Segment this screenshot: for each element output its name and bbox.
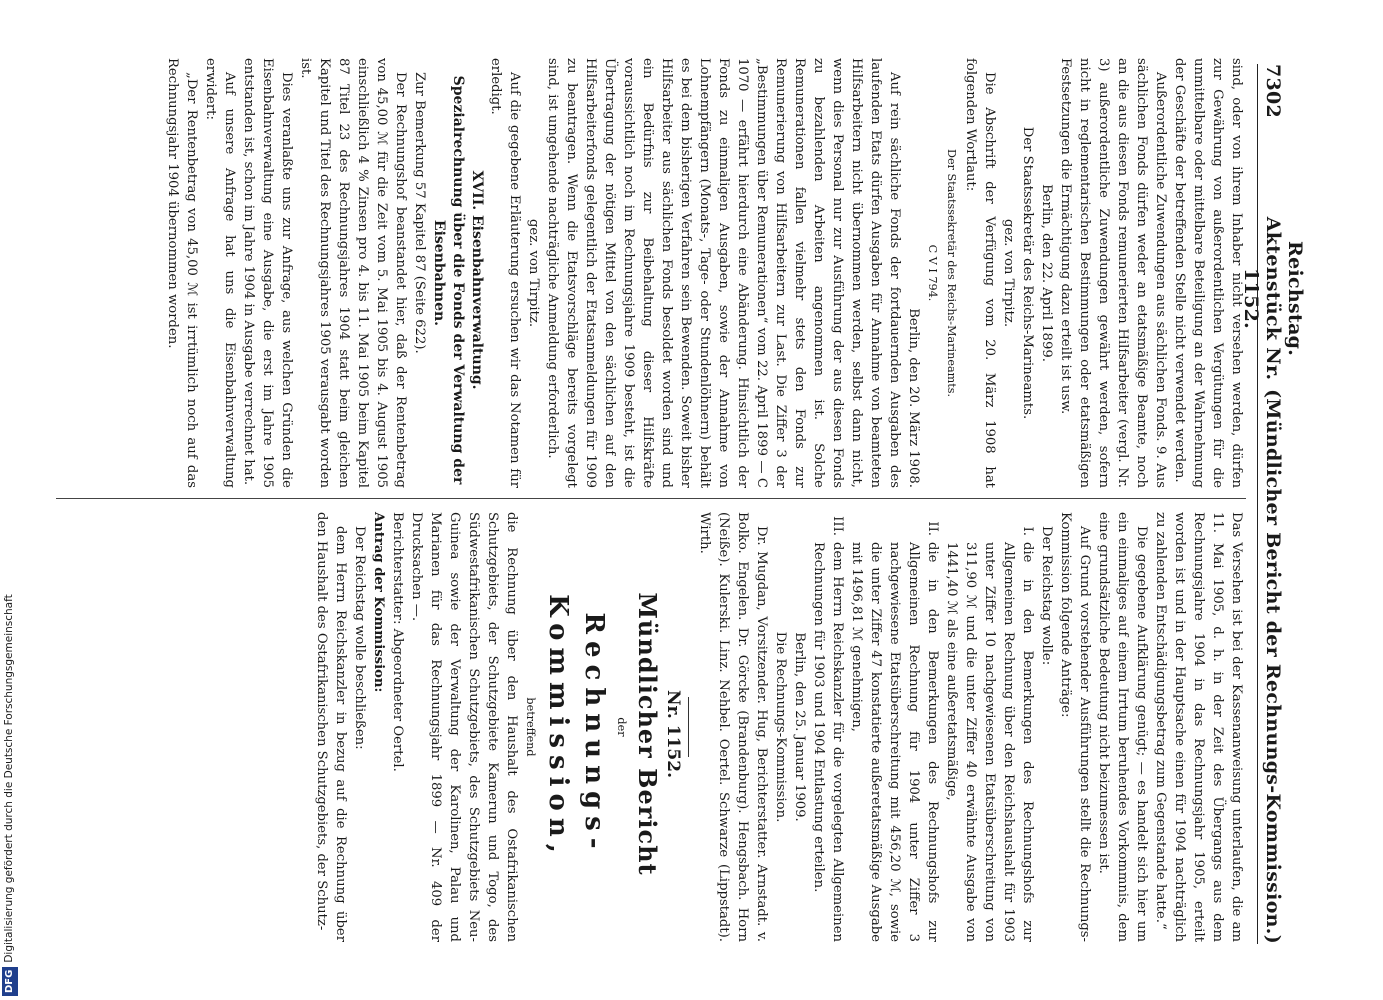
paragraph: Der Reichstag wolle: [1039, 526, 1054, 666]
motion-item [809, 512, 847, 942]
section-subtitle: Spezialrechnung über die Fonds der Verwaltung der Eisenbahnen. [431, 75, 466, 485]
paragraph: Auf rein sächliche Fonds der fortdauernden Ausgaben des laufenden Etats dürfen Ausgaben für Annahme von beamteten Hilfsarbeitern nicht übernommen werden, selbst dann nicht, wenn dies Personal nur zur Ausführung der aus diesen Fonds zu bezahlenden Arbeiten angenommen ist. Solche Remunerationen fallen vielmehr stets den Fonds zur Remunerierung von Hilfsarbeitern zur Last. Die Ziffer 3 der „Bestimmungen über Remunerationen“ vom 22. April 1899 — C 1070 — erfährt hierdurch eine Abänderung. Hinsichtlich der Fonds zu einmaligen Ausgaben, sowie der Annahme von Lohnempfängern (Monats-, Tage- oder Stundenlöhnern) behält es bei dem bisherigen Verfahren sein Bewenden. Soweit bisher Hilfsarbeiter aus sächlichen Fonds besoldet worden sind und ein Bedürfnis zur Beibehaltung dieser Hilfskräfte voraussichtlich noch im Rechnungsjahre 1909 besteht, ist die Übertragung der nötigen Mittel von den sächlichen auf den Hilfsarbeiterfonds gelegentlich der Etatsanmeldungen für 1909 zu beantragen. Wenn die Etatsvorschläge bereits vorgelegt sind, ist umgehende nachträgliche Anmeldung erforderlich. [545, 58, 902, 488]
subject-text: die Rechnung über den Haushalt des Ostafrikanischen Schutzgebiets, der Schutzgebiete Kamerun und Togo, des Südwestafrikanischen Schutzgebiets, des Schutzgebiets Neu-Guinea sowie der Verwaltung der Karolinen, Palau und Marianen für das Rechnungsjahr 1899 — Nr. 409 der Drucksachen —. [409, 512, 519, 942]
place-date: Berlin, den 22. April 1899. [1039, 184, 1054, 362]
commission-name: Die Rechnungs-Kommission. [773, 631, 788, 823]
item-text: dem Herrn Reichskanzler für die vorgelegten Allgemeinen Rechnungen für 1903 und 1904 Entlastung erteilen. [811, 542, 845, 942]
paragraph: Auf Grund vorstehender Ausführungen stellt die Rechnungs-Kommission folgende Anträge: [1058, 512, 1092, 942]
right-column [312, 512, 1246, 942]
section-title: Eisenbahnverwaltung. [469, 215, 485, 390]
column-divider [56, 498, 1246, 499]
place-date: Berlin, den 20. März 1908. [906, 308, 921, 488]
paragraph: Auf die gegebene Erläuterung ersuchen wir das Notamen für erledigt. [488, 58, 522, 488]
section-no: XVII. [469, 170, 485, 211]
signature: gez. von Tirpitz. [1001, 218, 1016, 328]
members-list: Dr. Mugdan, Vorsitzender. Hug, Berichterstatter. Arnstadt. v. Bolko. Engelen. Dr. Görcke (Brandenburg). Hengsbach. Horn (Neiße). Kulerski. Linz. Nehbel. Oertel. Schwarze (Lippstadt). Wirth. [697, 512, 769, 942]
funding-text: Digitalisierung gefördert durch die Deutsche Forschungsgemeinschaft [3, 594, 15, 963]
item-text: die in den Bemerkungen des Rechnungshofs zur Allgemeinen Rechnung über den Reichshaushalt für 1903 unter Ziffer 10 nachgewiesenen Etatsüberschreitung von 311,90 ℳ und die unter Ziffer 40 erwähnte Ausgabe von 1441,40 ℳ als eine außeretatsmäßige, [944, 542, 1035, 942]
paragraph: Das Versehen ist bei der Kassenanweisung unterlaufen, die am 11. Mai 1905, d. h. in der Zeit des Übergangs aus dem Rechnungsjahre 1904 in das Rechnungsjahr 1905, erteilt worden ist und in der Hauptsache einen für 1904 nachträglich zu zahlenden Entschädigungsbetrag zum Gegenstande hatte.“ [1153, 512, 1244, 942]
dfg-logo: DFG [2, 967, 18, 996]
page-number: 7302 [1262, 64, 1284, 119]
page-header [1240, 64, 1306, 944]
paragraph: Der Rechnungshof beanstandet hier, daß der Rentenbetrag von 45,00 ℳ für die Zeit vom 5. Mai 1905 bis 4. August 1905 einschließlich 4 % Zinsen pro 4. bis 11. Mai 1905 beim Kapitel 87 Titel 23 des Rechnungsjahres 1904 statt beim gleichen Kapitel und Titel des Rechnungsjahres 1905 verausgabt worden ist. [298, 58, 408, 488]
item-number: III. [830, 516, 845, 536]
funding-note [1, 594, 17, 996]
motion-intro: Der Reichstag wolle beschließen: [352, 526, 367, 750]
item-number: II. [925, 521, 940, 536]
header-right-title: (Mündlicher Bericht der Rechnungs-Kommission.) [1262, 389, 1284, 944]
section-number [467, 58, 486, 488]
document-page [32, 0, 1306, 1000]
commission-title: Rechnungs-Kommission, [543, 594, 609, 860]
signature: gez. von Tirpitz. [526, 218, 541, 328]
der-label: der [615, 717, 628, 737]
paragraph: sind, oder von ihrem Inhaber nicht versehen werden, dürfen zur Gewährung von außerordentlichen Vergütungen für die unmittelbare oder mittelbare Beteiligung an der Wahrnehmung der Geschäfte der betreffenden Stelle nicht verwendet werden. [1172, 58, 1244, 488]
divider [688, 697, 689, 757]
paragraph: Auf unsere Anfrage hat uns die Eisenbahnverwaltung erwidert: [203, 58, 237, 488]
paragraph: „Der Rentenbetrag von 45,00 ℳ ist irrtümlich noch auf das Rechnungsjahr 1904 übernommen worden. [165, 58, 199, 488]
paragraph: Dies veranlaßte uns zur Anfrage, aus welchen Gründen die Eisenbahnverwaltung eine Ausgabe, die erst im Jahre 1905 entstanden ist, schon im Jahre 1904 in Ausgabe verrechnet hat. [241, 58, 294, 488]
motion-text: dem Herrn Reichskanzler in bezug auf die Rechnung über den Haushalt des Ostafrikanischen Schutzgebiets, der Schutz- [314, 512, 348, 942]
motion-item [942, 512, 1037, 942]
item-number: I. [1020, 526, 1035, 536]
reporter: Berichterstatter: Abgeordneter Oertel. [390, 512, 405, 772]
place-date: Berlin, den 25. Januar 1909. [792, 632, 807, 822]
issuer: Der Staatssekretär des Reichs-Marineamts. [945, 148, 958, 398]
paragraph: Außerordentliche Zuwendungen aus sächlichen Fonds. 9. Aus sächlichen Fonds dürfen weder an etatsmäßige Beamte, noch an die aus diesen Fonds remunerierten Hilfsarbeiter (vergl. Nr. 3) außerordentliche Zuwendungen gewährt werden, sofern nicht in reglementarischen Bestimmungen oder etatsmäßigen Festsetzungen die Ermächtigung dazu erteilt ist usw. [1058, 58, 1168, 488]
motion-item [847, 512, 942, 942]
motion-heading: Antrag der Kommission: [371, 512, 386, 693]
signer-title: Der Staatssekretär des Reichs-Marineamts. [1020, 126, 1035, 420]
betreffend-label: betreffend [524, 697, 537, 757]
document-number: Nr. 1152. [663, 689, 683, 778]
paragraph: Die gegebene Aufklärung genügt; — es handelt sich hier um ein einmaliges auf einem Irrtum beruhendes Vorkommnis, dem eine grundsätzliche Bedeutung nicht beizumessen ist. [1096, 512, 1149, 942]
paragraph: Die Abschrift der Verfügung vom 20. März 1908 hat folgenden Wortlaut: [963, 58, 997, 488]
paragraph: Zur Bemerkung 57 Kapitel 87 (Seite 622). [412, 72, 427, 354]
header-left-title: Reichstag. Aktenstück Nr. 1152. [1240, 216, 1306, 381]
item-text: die in den Bemerkungen des Rechnungshofs zur Allgemeinen Rechnung für 1904 unter Ziffer 3 nachgewiesene Etatsüberschreitung mit 456,20 ℳ, sowie die unter Ziffer 47 konstatierte außeretatsmäßige Ausgabe mit 1496,81 ℳ genehmigen, [849, 542, 940, 942]
reference: C V I 794. [926, 244, 939, 302]
left-column [163, 58, 1246, 488]
document-type: Mündlicher Bericht [633, 592, 662, 876]
